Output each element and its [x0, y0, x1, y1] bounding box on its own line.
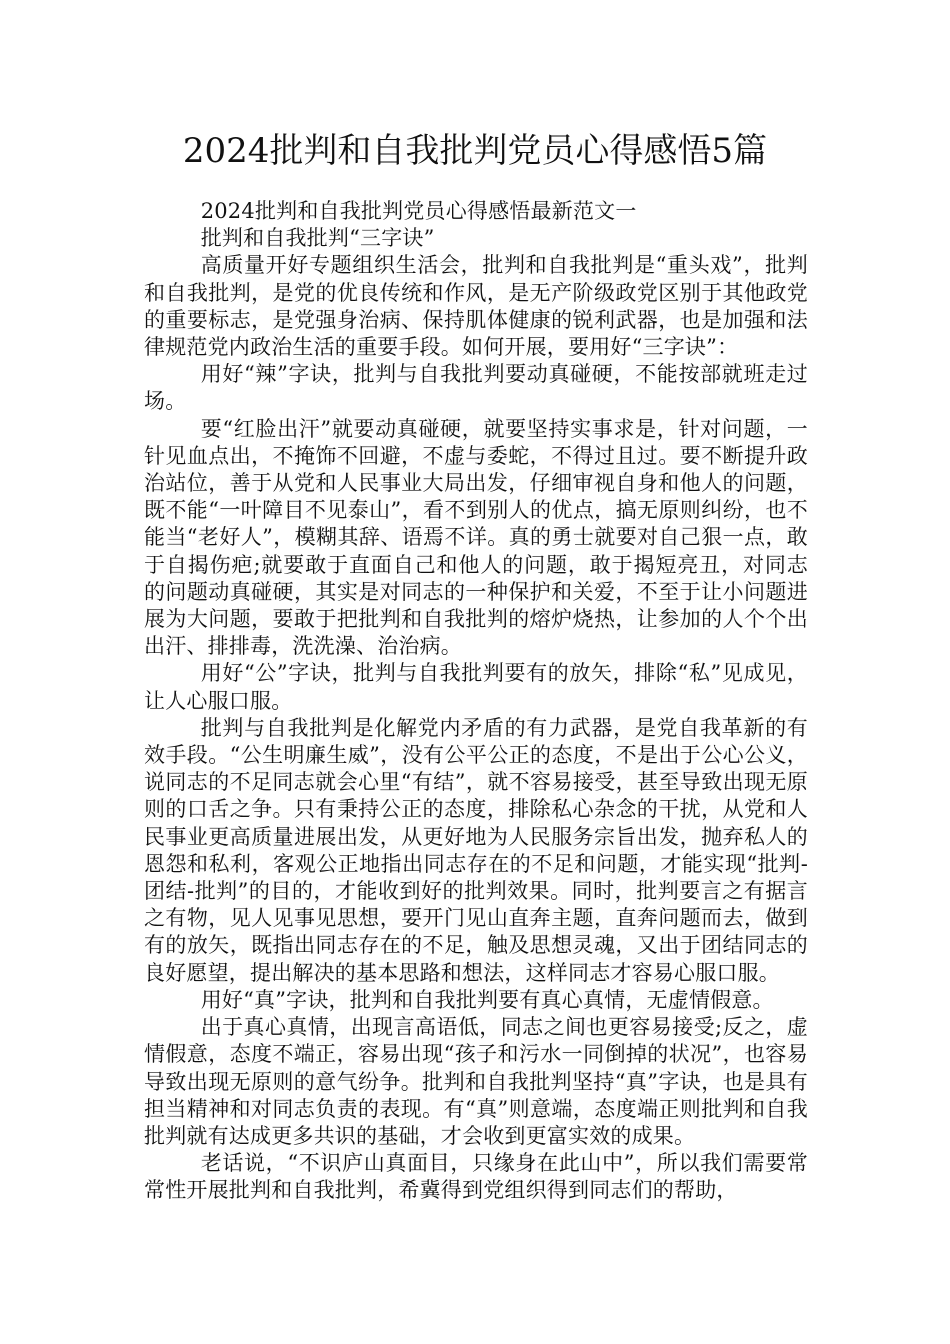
paragraph: 用好“真”字诀，批判和自我批判要有真心真情，无虚情假意。 — [200, 987, 774, 1012]
paragraph: 要“红脸出汗”就要动真碰硬，就要坚持实事求是，针对问题，一针见血点出，不掩饰不回避，不虚与委蛇，不得过且过。要不断提升政治站位，善于从党和人民事业大局出发，仔细审视自身和他人的问题，既不能“一叶障目不见泰山”，看不到别人的优点，搞无原则纠纷，也不能当“老好人”，模糊其辞、语焉不详。真的勇士就要对自己狠一点，敢于自揭伤疤;就要敢于直面自己和他人的问题，敢于揭短亮丑，对同志的问题动真碰硬，其实是对同志的一种保护和关爱，不至于让小问题进展为大问题，要敢于把批判和自我批判的熔炉烧热，让参加的人个个出出汗、排排毒，洗洗澡、治治病。 — [144, 416, 808, 659]
document-body — [144, 198, 808, 1205]
paragraph: 用好“辣”字诀，批判与自我批判要动真碰硬，不能按部就班走过场。 — [144, 362, 808, 414]
paragraph: 出于真心真情，出现言高语低，同志之间也更容易接受;反之，虚情假意，态度不端正，容易出现“孩子和污水一同倒掉的状况”，也容易导致出现无原则的意气纷争。批判和自我批判坚持“真”字诀，也是具有担当精神和对同志负责的表现。有“真”则意端，态度端正则批判和自我批判就有达成更多共识的基础，才会收到更富实效的成果。 — [144, 1015, 808, 1148]
paragraph: 批判与自我批判是化解党内矛盾的有力武器，是党自我革新的有效手段。“公生明廉生威”，没有公平公正的态度，不是出于公心公义，说同志的不足同志就会心里“有结”，就不容易接受，甚至导致出现无原则的口舌之争。只有秉持公正的态度，排除私心杂念的干扰，从党和人民事业更高质量进展出发，从更好地为人民服务宗旨出发，抛弃私人的恩怨和私利，客观公正地指出同志存在的不足和问题，才能实现“批判-团结-批判”的目的，才能收到好的批判效果。同时，批判要言之有据言之有物，见人见事见思想，要开门见山直奔主题，直奔问题而去，做到有的放矢，既指出同志存在的不足，触及思想灵魂，又出于团结同志的良好愿望，提出解决的基本思路和想法，这样同志才容易心服口服。 — [144, 715, 808, 985]
section-heading: 2024批判和自我批判党员心得感悟最新范文一 — [200, 199, 637, 223]
paragraph: 用好“公”字诀，批判与自我批判要有的放矢，排除“私”见成见，让人心服口服。 — [144, 661, 808, 713]
section-subheading: 批判和自我批判“三字诀” — [200, 226, 435, 251]
document-title: 2024批判和自我批判党员心得感悟5篇 — [182, 131, 768, 171]
paragraph: 老话说，“不识庐山真面目，只缘身在此山中”，所以我们需要常常性开展批判和自我批判，希冀得到党组织得到同志们的帮助， — [144, 1151, 808, 1203]
paragraph: 高质量开好专题组织生活会，批判和自我批判是“重头戏”，批判和自我批判，是党的优良传统和作风，是无产阶级政党区别于其他政党的重要标志，是党强身治病、保持肌体健康的锐利武器，也是加强和法律规范党内政治生活的重要手段。如何开展，要用好“三字诀”： — [144, 253, 808, 360]
